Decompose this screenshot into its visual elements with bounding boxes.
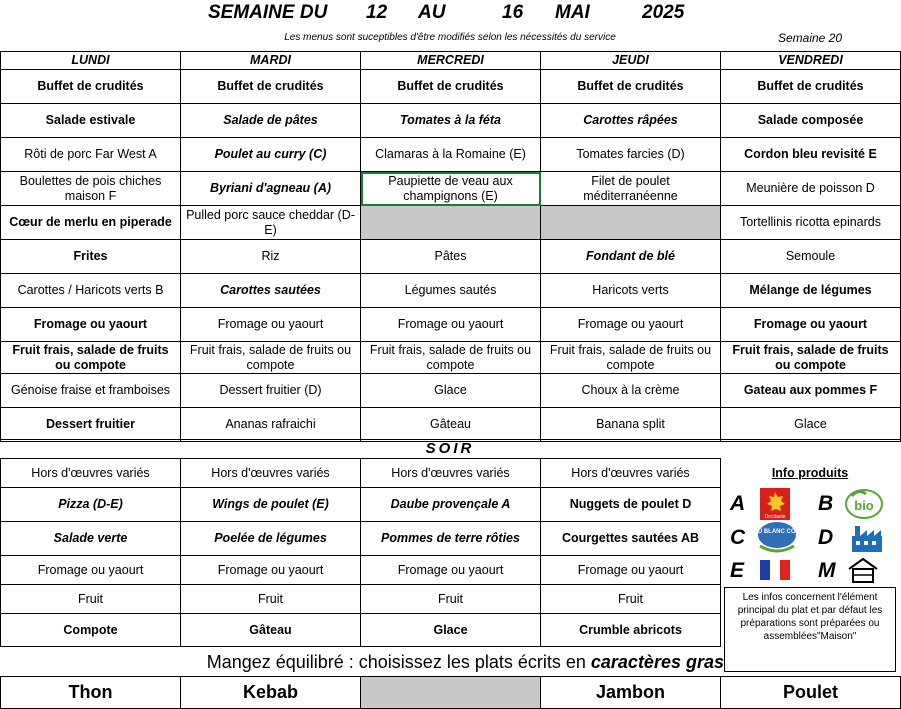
lunch-menu-cell: Boulettes de pois chiches maison F — [1, 172, 181, 206]
dinner-menu-cell: Hors d'œuvres variés — [361, 459, 541, 488]
dinner-menu-cell: Fruit — [181, 585, 361, 614]
dinner-menu-cell: Salade verte — [1, 522, 181, 556]
days-header-row — [1, 52, 901, 70]
lunch-menu-cell: Fromage ou yaourt — [721, 308, 901, 342]
lunch-menu-cell: Clamaras à la Romaine (E) — [361, 138, 541, 172]
lunch-menu-cell: Buffet de crudités — [541, 70, 721, 104]
lunch-menu-cell: Buffet de crudités — [181, 70, 361, 104]
lunch-menu-cell: Fruit frais, salade de fruits ou compote — [541, 342, 721, 374]
france-flag-icon — [760, 560, 790, 580]
lunch-menu-cell: Fruit frais, salade de fruits ou compote — [181, 342, 361, 374]
lunch-menu-cell: Semoule — [721, 240, 901, 274]
house-maison-icon — [846, 556, 880, 584]
lunch-menu-cell: Glace — [361, 374, 541, 408]
lunch-menu-row — [1, 342, 901, 374]
label-letter-d: D — [818, 526, 834, 549]
dinner-menu-cell: Fromage ou yaourt — [181, 556, 361, 585]
lunch-menu-cell: Banana split — [541, 408, 721, 442]
label-letter-e: E — [730, 559, 745, 582]
day-header-mardi: MARDI — [181, 52, 361, 70]
title-semaine: SEMAINE DU — [208, 2, 328, 23]
lunch-menu-table — [0, 51, 901, 442]
lunch-menu-row — [1, 104, 901, 138]
lunch-menu-row — [1, 206, 901, 240]
label-letter-m: M — [818, 559, 836, 582]
label-letter-b: B — [818, 492, 834, 515]
lunch-menu-cell: Buffet de crudités — [721, 70, 901, 104]
dinner-menu-cell: Fruit — [361, 585, 541, 614]
lunch-menu-cell — [541, 206, 721, 240]
svg-text:bio: bio — [854, 498, 874, 513]
dinner-menu-cell: Fromage ou yaourt — [361, 556, 541, 585]
lunch-menu-cell: Carottes râpées — [541, 104, 721, 138]
bottom-cell-jeudi: Jambon — [541, 677, 721, 709]
lunch-menu-cell: Pâtes — [361, 240, 541, 274]
label-letter-c: C — [730, 526, 746, 549]
lunch-menu-row — [1, 374, 901, 408]
week-label: Semaine 20 — [777, 31, 843, 45]
bottom-table — [0, 676, 901, 709]
dinner-menu-cell: Pizza (D-E) — [1, 488, 181, 522]
industrial-factory-icon — [850, 522, 884, 554]
lunch-menu-cell: Salade de pâtes — [181, 104, 361, 138]
lunch-menu-cell: Fromage ou yaourt — [541, 308, 721, 342]
slogan-text: Mangez équilibré : choisissez les plats écrits en — [206, 652, 591, 672]
lunch-menu-cell: Frites — [1, 240, 181, 274]
lunch-menu-cell: Mélange de légumes — [721, 274, 901, 308]
dinner-menu-table — [0, 458, 721, 647]
dinner-menu-row — [1, 522, 721, 556]
bleu-blanc-coeur-label-icon — [745, 520, 809, 554]
lunch-menu-row — [1, 408, 901, 442]
lunch-menu-cell: Poulet au curry (C) — [181, 138, 361, 172]
lunch-menu-cell: Salade estivale — [1, 104, 181, 138]
lunch-menu-cell: Cœur de merlu en piperade — [1, 206, 181, 240]
lunch-menu-cell: Byriani d'agneau (A) — [181, 172, 361, 206]
slogan — [0, 652, 724, 673]
lunch-menu-cell: Fruit frais, salade de fruits ou compote — [1, 342, 181, 374]
lunch-menu-cell: Ananas rafraichi — [181, 408, 361, 442]
lunch-menu-cell: Fruit frais, salade de fruits ou compote — [721, 342, 901, 374]
dinner-menu-cell: Fruit — [1, 585, 181, 614]
bottom-cell-lundi: Thon — [1, 677, 181, 709]
lunch-menu-cell: Haricots verts — [541, 274, 721, 308]
dinner-menu-cell: Glace — [361, 614, 541, 647]
lunch-menu-cell: Dessert fruitier — [1, 408, 181, 442]
lunch-menu-cell: Carottes sautées — [181, 274, 361, 308]
lunch-menu-row — [1, 138, 901, 172]
dinner-menu-row — [1, 488, 721, 522]
lunch-menu-cell: Meunière de poisson D — [721, 172, 901, 206]
bottom-cell-vendredi: Poulet — [721, 677, 901, 709]
lunch-menu-cell: Tortellinis ricotta epinards — [721, 206, 901, 240]
dinner-menu-cell: Fruit — [541, 585, 721, 614]
day-header-mercredi: MERCREDI — [361, 52, 541, 70]
lunch-menu-cell: Fromage ou yaourt — [181, 308, 361, 342]
dinner-menu-cell: Pommes de terre rôties — [361, 522, 541, 556]
dinner-menu-cell: Hors d'œuvres variés — [181, 459, 361, 488]
lunch-menu-cell: Choux à la crème — [541, 374, 721, 408]
title-day-start: 12 — [366, 2, 388, 23]
lunch-menu-row — [1, 172, 901, 206]
dinner-menu-cell: Hors d'œuvres variés — [1, 459, 181, 488]
dinner-menu-cell: Poelée de légumes — [181, 522, 361, 556]
lunch-menu-cell: Tomates à la féta — [361, 104, 541, 138]
title-year: 2025 — [642, 2, 685, 23]
lunch-menu-cell: Cordon bleu revisité E — [721, 138, 901, 172]
lunch-menu-cell: Filet de poulet méditerranéenne — [541, 172, 721, 206]
dinner-menu-row — [1, 556, 721, 585]
menu-note: Les menus sont suceptibles d'être modifiés selon les nécessités du service — [284, 32, 616, 43]
lunch-menu-cell: Dessert fruitier (D) — [181, 374, 361, 408]
lunch-menu-row — [1, 240, 901, 274]
lunch-menu-row — [1, 274, 901, 308]
dinner-menu-row — [1, 585, 721, 614]
dinner-menu-cell: Daube provençale A — [361, 488, 541, 522]
lunch-menu-cell: Paupiette de veau aux champignons (E) — [361, 172, 541, 206]
dinner-menu-cell: Gâteau — [181, 614, 361, 647]
day-header-lundi: LUNDI — [1, 52, 181, 70]
dinner-menu-row — [1, 614, 721, 647]
dinner-menu-cell: Fromage ou yaourt — [1, 556, 181, 585]
bio-label-icon — [844, 486, 884, 520]
svg-text:Occitanie: Occitanie — [764, 514, 786, 520]
lunch-menu-cell: Fruit frais, salade de fruits ou compote — [361, 342, 541, 374]
svg-text:BLEU BLANC COEUR: BLEU BLANC COEUR — [745, 529, 809, 535]
bottom-cell-mercredi — [361, 677, 541, 709]
lunch-menu-cell: Glace — [721, 408, 901, 442]
lunch-menu-cell: Carottes / Haricots verts B — [1, 274, 181, 308]
title-day-end: 16 — [502, 2, 524, 23]
lunch-menu-cell: Fondant de blé — [541, 240, 721, 274]
bottom-cell-mardi: Kebab — [181, 677, 361, 709]
day-header-jeudi: JEUDI — [541, 52, 721, 70]
lunch-menu-cell: Buffet de crudités — [361, 70, 541, 104]
slogan-bold: caractères gras — [590, 652, 724, 672]
lunch-menu-cell: Rôti de porc Far West A — [1, 138, 181, 172]
lunch-menu-cell: Génoise fraise et framboises — [1, 374, 181, 408]
info-produits-note: Les infos concernent l'élément principal du plat et par défaut les préparations sont préparées ou assemblées"Maison" — [724, 587, 896, 672]
lunch-menu-cell: Fromage ou yaourt — [1, 308, 181, 342]
title-month: MAI — [555, 2, 590, 23]
dinner-menu-cell: Nuggets de poulet D — [541, 488, 721, 522]
dinner-menu-cell: Fromage ou yaourt — [541, 556, 721, 585]
lunch-menu-cell: Légumes sautés — [361, 274, 541, 308]
lunch-menu-cell: Gâteau — [361, 408, 541, 442]
info-produits-title: Info produits — [771, 466, 849, 480]
soir-heading: SOIR — [425, 440, 475, 457]
menu-title — [0, 0, 900, 26]
dinner-menu-cell: Hors d'œuvres variés — [541, 459, 721, 488]
dinner-menu-cell: Compote — [1, 614, 181, 647]
lunch-menu-cell: Pulled porc sauce cheddar (D-E) — [181, 206, 361, 240]
title-au: AU — [418, 2, 446, 23]
lunch-menu-cell: Tomates farcies (D) — [541, 138, 721, 172]
lunch-menu-cell — [361, 206, 541, 240]
lunch-menu-cell: Salade composée — [721, 104, 901, 138]
day-header-vendredi: VENDREDI — [721, 52, 901, 70]
lunch-menu-cell: Buffet de crudités — [1, 70, 181, 104]
dinner-menu-cell: Courgettes sautées AB — [541, 522, 721, 556]
label-letter-a: A — [730, 492, 746, 515]
dinner-menu-row — [1, 459, 721, 488]
lunch-menu-row — [1, 70, 901, 104]
dinner-menu-cell: Crumble abricots — [541, 614, 721, 647]
lunch-menu-cell: Fromage ou yaourt — [361, 308, 541, 342]
lunch-menu-row — [1, 308, 901, 342]
lunch-menu-cell: Gateau aux pommes F — [721, 374, 901, 408]
lunch-menu-cell: Riz — [181, 240, 361, 274]
dinner-menu-cell: Wings de poulet (E) — [181, 488, 361, 522]
occitanie-label-icon — [758, 486, 792, 522]
